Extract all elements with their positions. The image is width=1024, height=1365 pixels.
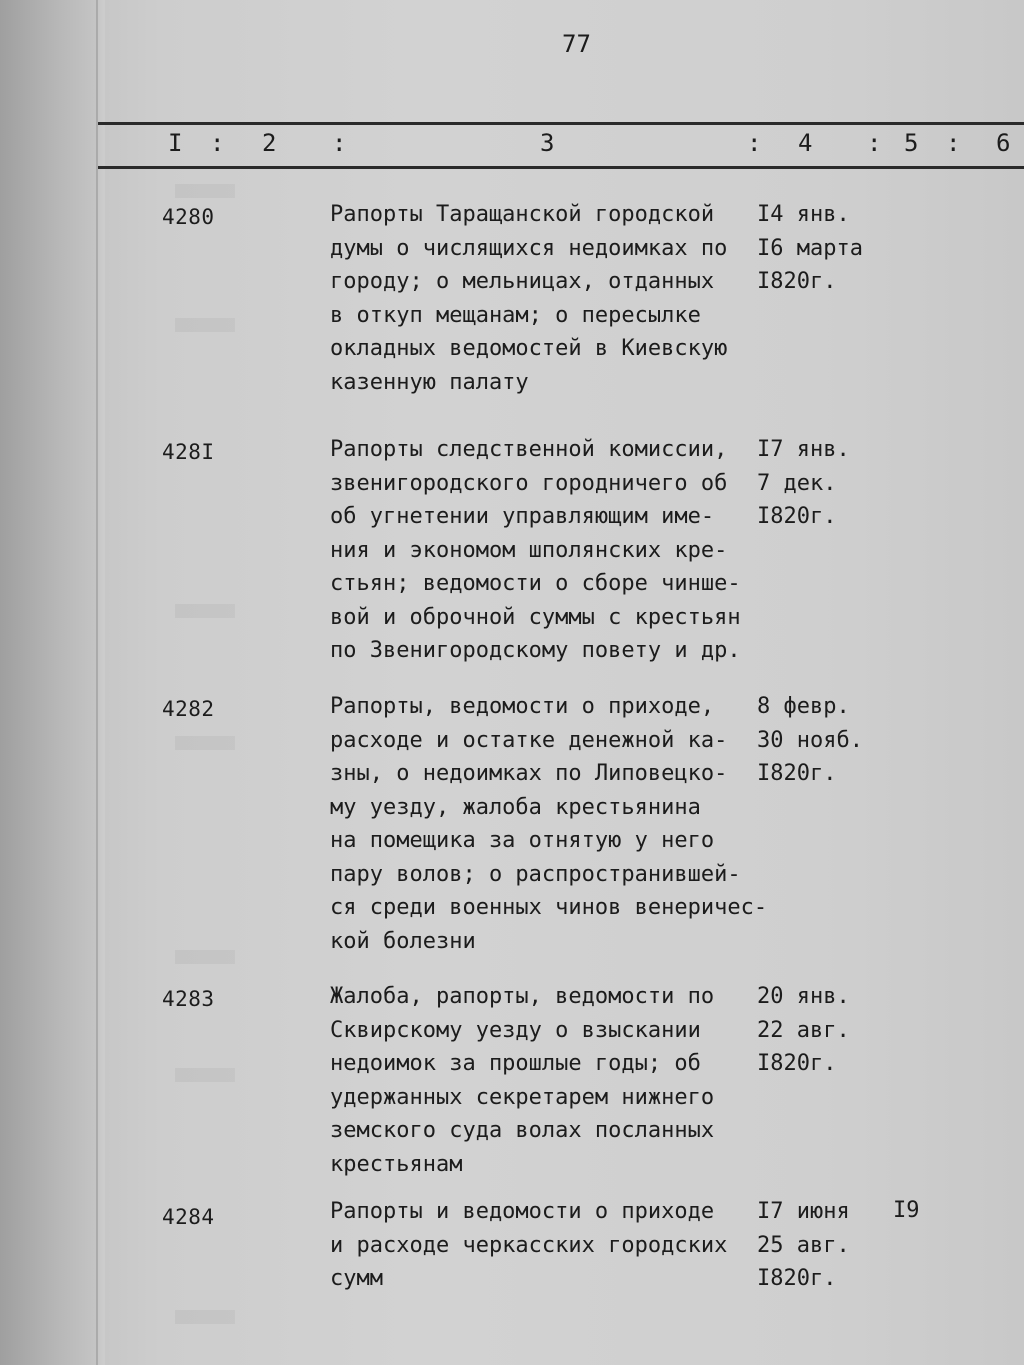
column-separator: : [332, 129, 347, 157]
record-dates [757, 1195, 850, 1296]
record-title-line: недоимок за прошлые годы; об [330, 1051, 701, 1076]
record-date-start: 20 янв. [757, 984, 850, 1009]
record-title-line: земского суда волах посланных [330, 1118, 715, 1143]
page-fold-edge [96, 0, 98, 1365]
record-date-start: I7 июня [757, 1199, 850, 1224]
record-title-line: Сквирскому уезду о взыскании [330, 1017, 701, 1043]
record-sheet-count: I9 [893, 1198, 920, 1223]
record-title-line: по Звенигородскому повету и др. [330, 638, 741, 663]
record-date-end: 30 нояб. [757, 727, 863, 753]
column-separator: : [747, 129, 762, 157]
column-header-1: I [168, 129, 183, 157]
page-number: 77 [562, 30, 591, 58]
record-title-line: ся среди военных чинов венеричес- [330, 895, 768, 920]
column-separator: : [210, 129, 225, 157]
record-title [330, 1195, 727, 1296]
record-year: I820г. [757, 504, 837, 529]
record-title-line: ния и экономом шполянских кре- [330, 537, 728, 563]
record-title-line: кой болезни [330, 928, 476, 954]
record-number: 4284 [162, 1205, 215, 1229]
record-title-line: в откуп мещанам; о пересылке [330, 302, 701, 328]
record-title-line: крестьянам [330, 1151, 463, 1177]
record-title [330, 198, 727, 399]
record-number: 4282 [162, 697, 215, 721]
bleed-through-mark [175, 604, 235, 618]
record-title-line: городу; о мельницах, отданных [330, 269, 715, 294]
record-title-line: удержанных секретарем нижнего [330, 1084, 715, 1110]
column-header-4: 4 [798, 129, 813, 157]
record-title-line: му уезду, жалоба крестьянина [330, 794, 701, 820]
record-number: 4280 [162, 205, 215, 229]
record-date-start: I4 янв. [757, 202, 850, 227]
record-date-start: I7 янв. [757, 437, 850, 462]
record-title [330, 433, 741, 668]
record-year: I820г. [757, 761, 837, 786]
bleed-through-mark [175, 184, 235, 198]
record-title-line: зны, о недоимках по Липовецко- [330, 761, 728, 786]
header-rule-top [98, 122, 1024, 125]
page-fold-shadow [0, 0, 105, 1365]
column-header-2: 2 [262, 129, 277, 157]
record-title-line: Жалоба, рапорты, ведомости по [330, 984, 715, 1009]
record-title-line: пару волов; о распространившей- [330, 861, 741, 887]
record-title-line: казенную палату [330, 369, 529, 395]
record-title-line: звенигородского городничего об [330, 470, 728, 496]
column-separator: : [867, 129, 882, 157]
record-title-line: сумм [330, 1266, 383, 1291]
record-date-end: 25 авг. [757, 1232, 850, 1258]
record-year: I820г. [757, 1051, 837, 1076]
record-year: I820г. [757, 269, 837, 294]
record-title-line: думы о числящихся недоимках по [330, 235, 728, 261]
record-dates [757, 980, 850, 1081]
record-number: 428I [162, 440, 215, 464]
bleed-through-mark [175, 950, 235, 964]
column-header-5: 5 [904, 129, 919, 157]
record-title-line: окладных ведомостей в Киевскую [330, 336, 728, 361]
bleed-through-mark [175, 1310, 235, 1324]
record-dates [757, 690, 863, 791]
bleed-through-mark [175, 736, 235, 750]
record-title-line: вой и оброчной суммы с крестьян [330, 604, 741, 630]
column-header-6: 6 [996, 129, 1011, 157]
record-title-line: расходе и остатке денежной ка- [330, 727, 728, 753]
record-number: 4283 [162, 987, 215, 1011]
column-header-3: 3 [540, 129, 555, 157]
record-title-line: и расходе черкасских городских [330, 1232, 728, 1258]
record-date-end: 22 авг. [757, 1017, 850, 1043]
record-title-line: Рапорты следственной комиссии, [330, 437, 728, 462]
record-title [330, 690, 767, 958]
record-title-line: Рапорты и ведомости о приходе [330, 1199, 715, 1224]
record-title-line: Рапорты Таращанской городской [330, 202, 715, 227]
record-title-line: стьян; ведомости о сборе чинше- [330, 571, 741, 596]
record-date-end: 7 дек. [757, 470, 837, 496]
header-rule-bottom [98, 166, 1024, 169]
record-title-line: Рапорты, ведомости о приходе, [330, 694, 715, 719]
record-date-end: I6 марта [757, 235, 863, 261]
bleed-through-mark [175, 1068, 235, 1082]
record-date-start: 8 февр. [757, 694, 850, 719]
bleed-through-mark [175, 318, 235, 332]
record-dates [757, 433, 850, 534]
record-title [330, 980, 714, 1181]
column-separator: : [946, 129, 961, 157]
record-title-line: на помещика за отнятую у него [330, 828, 715, 853]
record-year: I820г. [757, 1266, 837, 1291]
record-title-line: об угнетении управляющим име- [330, 504, 715, 529]
record-dates [757, 198, 863, 299]
